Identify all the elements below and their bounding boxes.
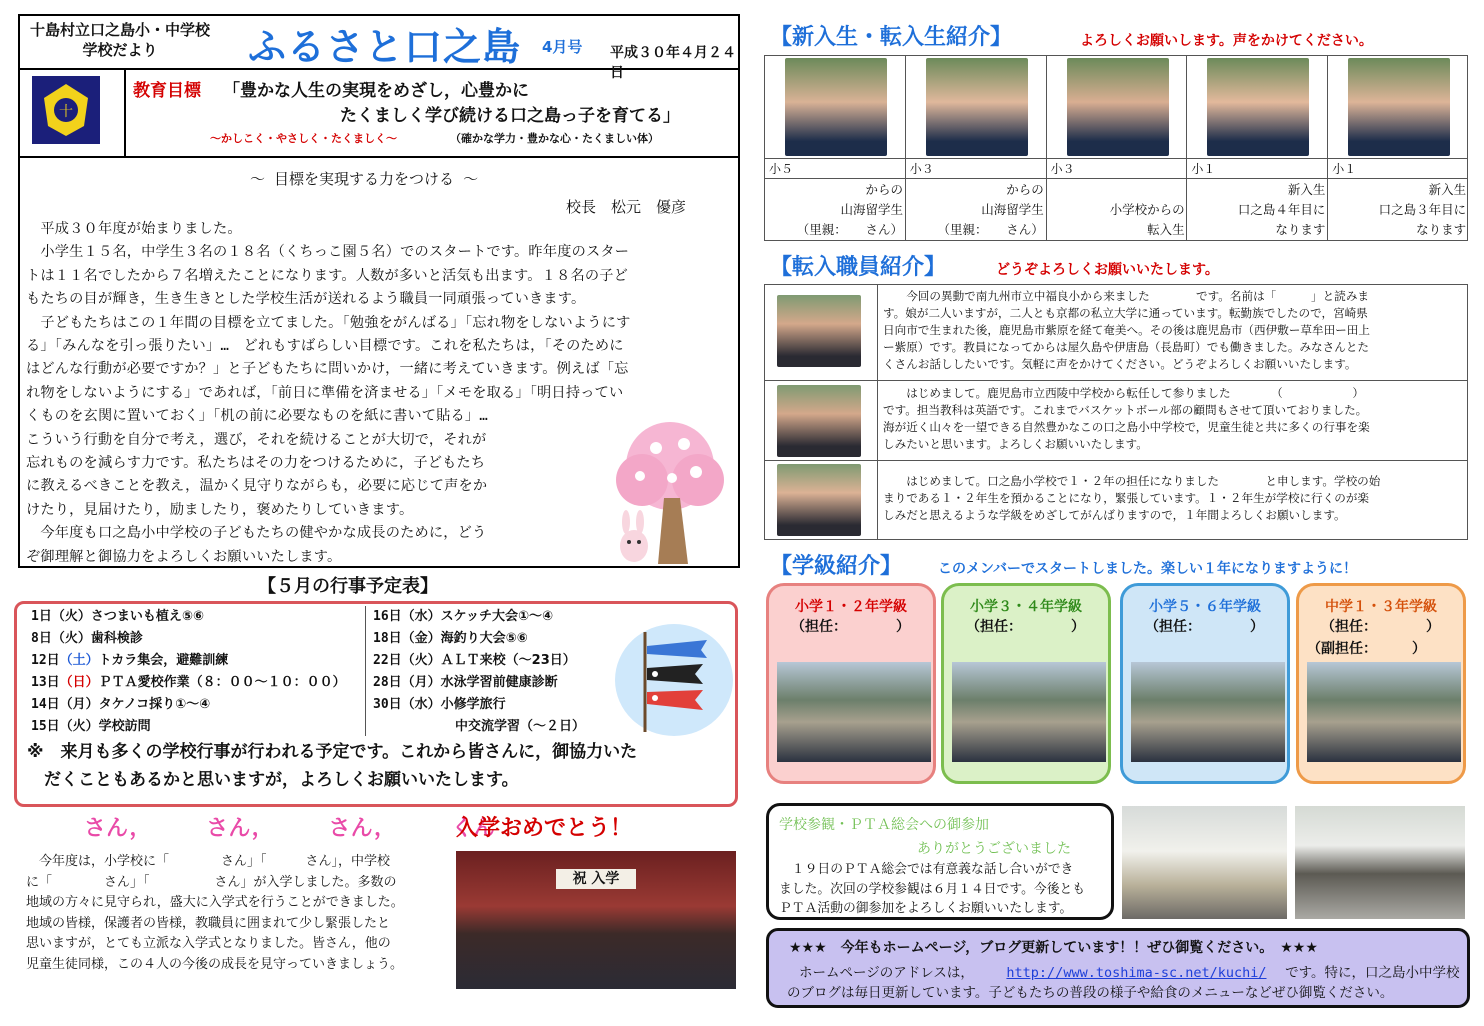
schedule-row bbox=[31, 650, 346, 672]
class-title: 小学３・４年学級 bbox=[970, 599, 1082, 615]
divider bbox=[877, 461, 878, 539]
pta-heading: 学校参観・ＰＴＡ総会への御参加 bbox=[779, 817, 989, 833]
schedule-weekday: （火） bbox=[401, 653, 441, 668]
class-photo bbox=[777, 662, 931, 762]
class-card-5-6 bbox=[1120, 583, 1290, 784]
new-students-heading: 【新入生・転入生紹介】 bbox=[770, 25, 1013, 50]
class-card-jh-1-3 bbox=[1296, 583, 1466, 784]
student-card bbox=[1047, 56, 1188, 240]
entrance-ceremony-photo bbox=[456, 851, 736, 989]
welcome-headline: 入学おめでとう！ bbox=[456, 816, 633, 841]
student-card bbox=[1328, 56, 1469, 240]
student-grade: 小５ bbox=[769, 162, 794, 176]
student-card bbox=[906, 56, 1047, 240]
goal-label: 教育目標 bbox=[133, 81, 201, 101]
message-title: ～ 目標を実現する力をつける ～ bbox=[250, 170, 479, 188]
class-card-1-2 bbox=[766, 583, 936, 784]
new-student-names: さん， さん， さん， くん bbox=[84, 816, 495, 841]
class-photo bbox=[1131, 662, 1285, 762]
welcome-body: 今年度は，小学校に「 さん」「 さん」，中学校 に「 さん」「 さん」が入学しました。多数の 地域の方々に見守られ，盛大に入学式を行うことができました。 地域の皆様，保護者の皆様，教職員に囲まれて少し緊張したと 思いますが，とても立派な入学式となりました。皆さん，他の 児童生徒同様，この４人の今後の成長を見守っていきましょう。 bbox=[26, 854, 404, 972]
ceremony-banner: 祝 入学 bbox=[556, 869, 636, 889]
schedule-note-line: だくこともあるかと思いますが，よろしくお願いいたします。 bbox=[27, 770, 519, 790]
homepage-headline: ★★★ 今年もホームページ，ブログ更新しています！！ぜひ御覧ください。 ★★★ bbox=[789, 940, 1318, 956]
new-staff-heading: 【転入職員紹介】 bbox=[770, 255, 947, 280]
schedule-day: 15日 bbox=[31, 719, 60, 734]
schedule-list-right bbox=[373, 606, 585, 738]
schedule-event: ＡＬＴ来校（～23日） bbox=[440, 653, 576, 668]
class-vice-teacher: （副担任： ） bbox=[1307, 641, 1426, 657]
staff-photo bbox=[777, 464, 861, 536]
student-photo bbox=[1067, 58, 1169, 156]
schedule-day: 13日 bbox=[31, 675, 60, 690]
schedule-day: 16日 bbox=[373, 609, 402, 624]
student-description: 新入生 口之島４年目に なります bbox=[1237, 182, 1326, 237]
schedule-row bbox=[31, 672, 346, 694]
schedule-weekday: （火） bbox=[59, 719, 99, 734]
staff-photo bbox=[777, 295, 861, 367]
class-photo bbox=[1307, 662, 1461, 762]
student-photo bbox=[1207, 58, 1309, 156]
homepage-link[interactable]: http://www.toshima-sc.net/kuchi/ bbox=[1006, 965, 1267, 981]
schedule-note bbox=[27, 738, 727, 794]
class-observation-photo bbox=[1122, 806, 1287, 919]
schedule-title: 【５月の行事予定表】 bbox=[258, 576, 438, 597]
staff-row bbox=[765, 461, 1467, 539]
schedule-weekday: （火） bbox=[51, 609, 91, 624]
homepage-address-suffix: です。特に，口之島小中学校 bbox=[1285, 965, 1460, 981]
schedule-event: 小修学旅行 bbox=[440, 697, 506, 712]
schedule-day: 22日 bbox=[373, 653, 402, 668]
schedule-row bbox=[31, 606, 346, 628]
schedule-event: 水泳学習前健康診断 bbox=[440, 675, 558, 690]
goal-line-2: たくましく学び続ける口之島っ子を育てる」 bbox=[340, 106, 680, 126]
carp-streamer-icon bbox=[615, 624, 733, 736]
schedule-event: さつまいも植え⑤⑥ bbox=[90, 609, 204, 624]
homepage-address-line bbox=[799, 961, 1460, 981]
newsletter-title: ふるさと口之島 bbox=[248, 25, 522, 69]
student-photo bbox=[1348, 58, 1450, 156]
principal-name: 校長 松元 優彦 bbox=[566, 198, 687, 216]
issue-date: 平成３０年４月２４日 bbox=[610, 45, 736, 81]
schedule-row bbox=[31, 716, 346, 738]
divider bbox=[124, 70, 126, 158]
homepage-description: のブログは毎日更新しています。子どもたちの普段の様子や給食のメニューなどぜひ御覧ください。 bbox=[787, 985, 1394, 1001]
class-photo bbox=[952, 662, 1106, 762]
homepage-notice bbox=[766, 928, 1470, 1008]
schedule-weekday: （月） bbox=[59, 697, 99, 712]
schedule-row bbox=[31, 694, 346, 716]
schedule-list-left bbox=[31, 606, 346, 738]
schedule-day: 12日 bbox=[31, 653, 60, 668]
staff-introduction: はじめまして。鹿児島市立西陵中学校から転任して参りました （ ） です。担当教科は英語です。これまでバスケットボール部の顧問もさせて頂いておりました。 海が近く山々を一望できる自然豊かなこの口之島小中学校で，児童生徒と共に多くの行事を楽 しみたいと思います。よろしくお願いいたします。 bbox=[883, 386, 1370, 451]
class-teacher: （担任： ） bbox=[1145, 619, 1264, 635]
staff-introduction: 今回の異動で南九州市立中福良小から来ました です。名前は「 」と読みま す。娘が二人いますが，二人とも京都の私立大学に通っています。転勤族でしたので，宮崎県 日向市で生まれた後，鹿児島市紫原を経て奄美へ。その後は鹿児島市（西伊敷ー草牟田ー田上 ー紫原）です。教員になってからは屋久島や伊唐島（長島町）でも働きました。みなさんとた くさんお話ししたいです。気軽に声をかけてください。どうぞよろしくお願いいたします。 bbox=[883, 289, 1370, 371]
student-description: からの 山海留学生 （里親： さん） bbox=[937, 182, 1044, 237]
classes-subheading: このメンバーでスタートしました。楽しい１年になりますように！ bbox=[938, 561, 1358, 577]
student-grade: 小１ bbox=[1332, 162, 1357, 176]
pta-thanks-box bbox=[766, 803, 1114, 920]
schedule-day: 18日 bbox=[373, 631, 402, 646]
class-teacher: （担任： ） bbox=[966, 619, 1085, 635]
education-goal bbox=[20, 70, 738, 158]
class-teacher: （担任： ） bbox=[791, 619, 910, 635]
staff-introduction: はじめまして。口之島小学校で１・２年の担任になりました と申します。学校の始 まりである１・２年生を預かることになり，緊張しています。１・２年生が学校に行くのが楽 しみだと思えるような学級をめざしてがんばりますので，１年間よろしくお願いします。 bbox=[883, 474, 1381, 522]
schedule-row bbox=[31, 628, 346, 650]
class-title: 小学５・６年学級 bbox=[1149, 599, 1261, 615]
new-students-table bbox=[764, 55, 1468, 241]
schedule-day: 14日 bbox=[31, 697, 60, 712]
divider bbox=[877, 381, 878, 460]
school-name bbox=[30, 20, 210, 60]
newsletter-label: 学校だより bbox=[82, 41, 158, 59]
schedule-day: 30日 bbox=[373, 697, 402, 712]
staff-photo bbox=[777, 385, 861, 457]
student-grade: 小３ bbox=[909, 162, 934, 176]
schedule-row bbox=[373, 716, 585, 738]
schedule-weekday: （月） bbox=[401, 675, 441, 690]
student-grade: 小３ bbox=[1050, 162, 1075, 176]
homepage-address-label: ホームページのアドレスは， bbox=[799, 965, 974, 981]
schedule-day: 28日 bbox=[373, 675, 402, 690]
pta-body: １９日のＰＴＡ総会では有意義な話し合いができ ました。次回の学校参観は６月１４日です。今後とも ＰＴＡ活動の御参加をよろしくお願いいたします。 bbox=[779, 862, 1086, 916]
school-name-text: 十島村立口之島小・中学校 bbox=[30, 21, 211, 39]
student-grade: 小１ bbox=[1191, 162, 1216, 176]
new-staff-subheading: どうぞよろしくお願いいたします。 bbox=[996, 262, 1219, 278]
schedule-event: ＰＴＡ愛校作業（８：００～１０：００） bbox=[98, 675, 346, 690]
classroom-photo bbox=[1295, 806, 1465, 919]
newsletter-masthead bbox=[18, 14, 740, 568]
pta-heading-2: ありがとうございました bbox=[917, 841, 1071, 857]
staff-row bbox=[765, 285, 1467, 381]
schedule-row bbox=[373, 650, 585, 672]
divider bbox=[877, 285, 878, 380]
schedule-event: 歯科検診 bbox=[90, 631, 143, 646]
schedule-weekday: （水） bbox=[401, 609, 441, 624]
schedule-weekday: （金） bbox=[401, 631, 441, 646]
student-photo bbox=[785, 58, 887, 156]
school-emblem-icon bbox=[32, 76, 100, 144]
issue-label: 4月号 bbox=[542, 38, 583, 56]
schedule-note-line: ※ 来月も多くの学校行事が行われる予定です。これから皆さんに，御協力いた bbox=[27, 742, 638, 762]
schedule-event: スケッチ大会①～④ bbox=[440, 609, 554, 624]
schedule-row bbox=[373, 672, 585, 694]
class-title: 中学１・３年学級 bbox=[1325, 599, 1437, 615]
principal-message: 平成３０年度が始まりました。 小学生１５名，中学生３名の１８名（くちっこ園５名）でのスタートです。昨年度のスター トは１１名でしたから７名増えたことになります。人数が多いと活気も出ます。１８名の子ど もたちの目が輝き，生き生きとした学校生活が送れるよう職員一同頑張っていきます。 子どもたちはこの１年間の目標を立てました。「勉強をがんばる」「忘れ物をしないようにす る」「みんなを引っ張りたい」… どれもすばらしい目標です。これを私たちは，「そのために はどんな行動が必要ですか？」と子どもたちに問いかけ，一緒に考えていきます。例えば「忘 れ物をしないようにする」であれば，「前日に準備を済ませる」「メモを取る」「明日持ってい くものを玄関に置いておく」「机の前に必要なものを紙に書いて貼る」… こういう行動を自分で考え，選び，それを続けることが大切で，それが 忘れものを減らす力です。私たちはその力をつけるために，子どもたち に教えるべきことを教え，温かく見守りながらも，必要に応じて声をか けたり，見届けたり，励ましたり，褒めたりしていきます。 今年度も口之島小中学校の子どもたちの健やかな成長のために，どう ぞ御理解と御協力をよろしくお願いいたします。 bbox=[26, 221, 631, 565]
staff-row bbox=[765, 381, 1467, 461]
schedule-event: タケノコ採り①～④ bbox=[98, 697, 211, 712]
schedule-weekday: （土） bbox=[59, 653, 99, 668]
student-card bbox=[1187, 56, 1328, 240]
schedule-weekday: （水） bbox=[401, 697, 441, 712]
student-card bbox=[765, 56, 906, 240]
class-card-3-4 bbox=[941, 583, 1111, 784]
schedule-divider bbox=[365, 606, 366, 736]
schedule-event: 中交流学習（～２日） bbox=[455, 719, 586, 734]
class-title: 小学１・２年学級 bbox=[795, 599, 907, 615]
masthead-header bbox=[20, 16, 738, 81]
classes-heading: 【学級紹介】 bbox=[770, 554, 903, 579]
goal-line-1: 「豊かな人生の実現をめざし，心豊かに bbox=[223, 81, 529, 101]
goal-motto: ～かしこく・やさしく・たくましく～ bbox=[210, 132, 397, 145]
cherry-blossom-tree-icon bbox=[610, 418, 728, 566]
schedule-event: 海釣り大会⑤⑥ bbox=[440, 631, 528, 646]
schedule-weekday: （日） bbox=[59, 675, 99, 690]
schedule-day: 1日 bbox=[31, 609, 52, 624]
schedule-event: 学校訪問 bbox=[98, 719, 151, 734]
schedule-row bbox=[373, 694, 585, 716]
new-staff-table bbox=[764, 284, 1468, 540]
schedule-weekday: （火） bbox=[51, 631, 91, 646]
svg-text:十: 十 bbox=[59, 104, 73, 120]
schedule-row bbox=[373, 628, 585, 650]
goal-motto-detail: （確かな学力・豊かな心・たくましい体） bbox=[450, 132, 659, 145]
student-description: 小学校からの 転入生 bbox=[1109, 202, 1185, 237]
student-description: 新入生 口之島３年目に なります bbox=[1378, 182, 1467, 237]
schedule-row bbox=[373, 606, 585, 628]
may-schedule bbox=[14, 601, 738, 807]
student-photo bbox=[926, 58, 1028, 156]
schedule-event: トカラ集会，避難訓練 bbox=[98, 653, 229, 668]
class-teacher: （担任： ） bbox=[1321, 619, 1440, 635]
new-students-subheading: よろしくお願いします。声をかけてください。 bbox=[1080, 33, 1373, 49]
student-description: からの 山海留学生 （里親： さん） bbox=[796, 182, 903, 237]
schedule-day: 8日 bbox=[31, 631, 52, 646]
